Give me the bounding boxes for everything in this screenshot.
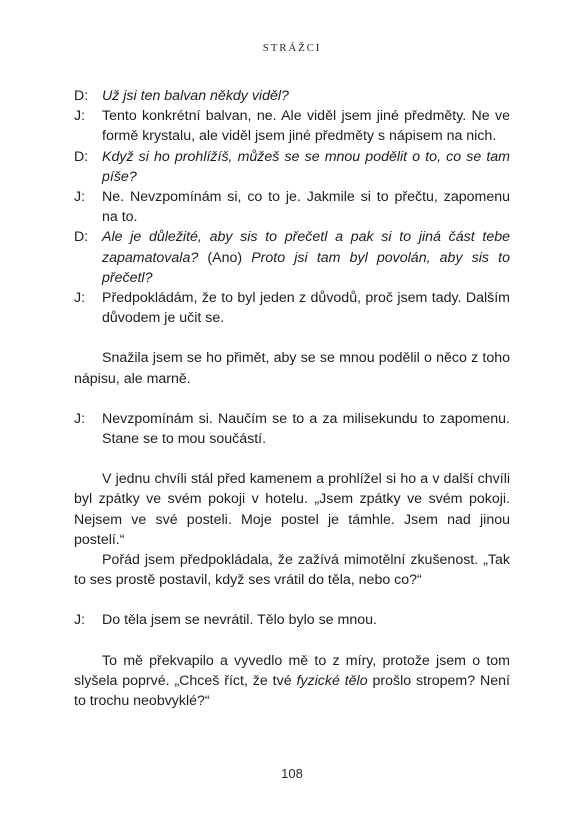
dialogue-text: Ne. Nevzpomínám si, co to je. Jakmile si to přečtu, zapomenu na to. bbox=[102, 189, 510, 226]
narrative-paragraph bbox=[74, 651, 510, 712]
dialogue-line bbox=[74, 187, 510, 227]
speaker-label: J: bbox=[74, 612, 86, 629]
dialogue-line bbox=[74, 227, 510, 288]
page-body bbox=[74, 86, 510, 711]
speaker-label: D: bbox=[74, 88, 89, 104]
speaker-label: J: bbox=[74, 410, 86, 427]
narrative-paragraph: V jednu chvíli stál před kamenem a prohlížel si ho a v další chvíli byl zpátky ve svém pokoji v hotelu. „Jsem zpátky ve svém pokoji. Nejsem ve své posteli. Moje postel je támhle. Jsem nad jinou postelí.“ bbox=[74, 471, 510, 548]
dialogue-line bbox=[74, 86, 510, 106]
dialogue-text-part: Proto jsi tam byl povolán, aby sis to přečetl? bbox=[102, 249, 511, 286]
dialogue-text-part: Ale je důležité, aby sis to přečetl a pak si to jiná část tebe zapamatovala? bbox=[102, 229, 510, 266]
paragraph-part: prošlo stropem? Není to trochu neobvyklé?“ bbox=[74, 672, 510, 710]
dialogue-text: Už jsi ten balvan někdy viděl? bbox=[102, 88, 289, 104]
narrative-paragraph: Snažila jsem se ho přimět, aby se se mnou podělil o něco z toho nápisu, ale marně. bbox=[74, 350, 510, 387]
dialogue-line bbox=[74, 288, 510, 328]
running-head: STRÁŽCI bbox=[262, 42, 322, 54]
dialogue-text: Předpokládám, že to byl jeden z důvodů, proč jsem tady. Dalším důvodem je učit se. bbox=[102, 290, 510, 327]
dialogue-text: Do těla jsem se nevrátil. Tělo bylo se mnou. bbox=[102, 612, 377, 629]
speaker-label: D: bbox=[74, 148, 89, 165]
speaker-label: J: bbox=[74, 108, 86, 125]
dialogue-text: Tento konkrétní balvan, ne. Ale viděl jsem jiné předměty. Ne ve formě krystalu, ale viděl jsem jiné předměty s nápisem na nich. bbox=[102, 108, 510, 145]
dialogue-line bbox=[74, 610, 510, 630]
emphasis: fyzické tělo bbox=[296, 672, 368, 689]
speaker-label: D: bbox=[74, 229, 89, 246]
page-number: 108 bbox=[281, 766, 303, 781]
speaker-label: J: bbox=[74, 290, 86, 307]
dialogue-line bbox=[74, 147, 510, 187]
dialogue-text: Když si ho prohlížíš, můžeš se se mnou podělit o to, co se tam píše? bbox=[102, 148, 510, 185]
dialogue-line bbox=[74, 409, 510, 449]
speaker-label: J: bbox=[74, 189, 86, 206]
dialogue-aside: (Ano) bbox=[198, 249, 252, 266]
paragraph-part: To mě překvapilo a vyvedlo mě to z míry, protože jsem o tom slyšela poprvé. „Chceš říct, že tvé bbox=[74, 652, 510, 689]
dialogue-text bbox=[102, 227, 510, 288]
narrative-paragraph: Pořád jsem předpokládala, že zažívá mimotělní zkušenost. „Tak to ses prostě postavil, když ses vrátil do těla, nebo co?“ bbox=[74, 552, 510, 589]
dialogue-text: Nevzpomínám si. Naučím se to a za milisekundu to zapomenu. Stane se to mou součástí. bbox=[102, 410, 510, 448]
dialogue-line bbox=[74, 106, 510, 146]
